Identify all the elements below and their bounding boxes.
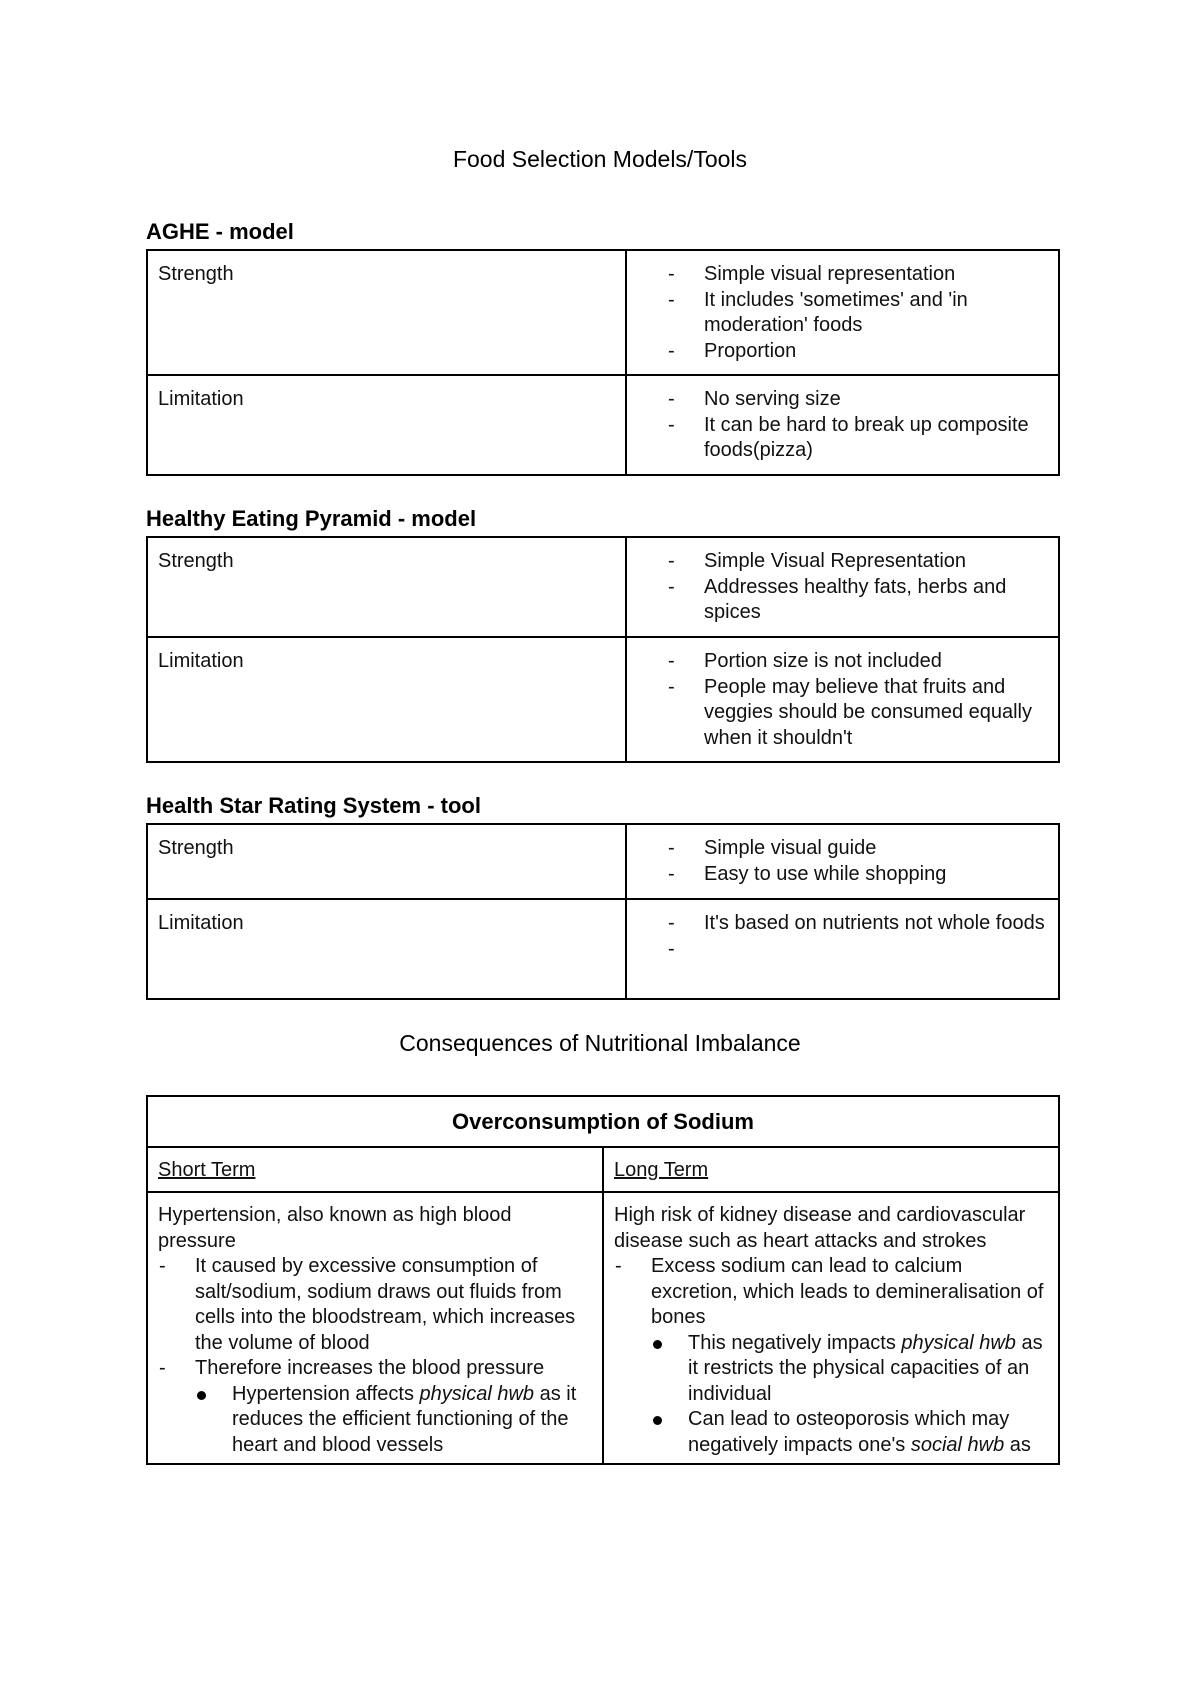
list-item: - Addresses healthy fats, herbs and spices <box>667 575 1048 626</box>
text-span: Hypertension affects <box>232 1382 420 1405</box>
sodium-header: Overconsumption of Sodium <box>147 1096 1059 1147</box>
list-item: - Easy to use while shopping <box>667 862 1048 888</box>
limitation-list-cell <box>626 899 1059 999</box>
emphasis-text: physical hwb <box>901 1331 1016 1354</box>
strength-list-cell <box>626 250 1059 375</box>
limitation-row <box>147 375 1059 475</box>
long-term-points <box>614 1254 1048 1458</box>
strength-label: Strength <box>147 824 626 899</box>
pyramid-table <box>146 536 1060 763</box>
short-term-points <box>158 1254 592 1458</box>
limitation-label: Limitation <box>147 637 626 762</box>
aghe-table <box>146 249 1060 476</box>
strength-row <box>147 537 1059 637</box>
sodium-header-row <box>147 1096 1059 1147</box>
list-item: - It caused by excessive consumption of salt/sodium, sodium draws out fluids from cells into the bloodstream, which increases the volume of blood <box>158 1254 592 1356</box>
list-item-text: Therefore increases the blood pressure <box>195 1357 545 1379</box>
section-title-pyramid: Healthy Eating Pyramid - model <box>146 506 477 531</box>
strength-list <box>667 549 1048 626</box>
list-item: - Simple Visual Representation <box>667 549 1048 575</box>
section-title-health-star: Health Star Rating System - tool <box>146 793 481 818</box>
limitation-list <box>667 649 1048 751</box>
long-term-intro: High risk of kidney disease and cardiovascular disease such as heart attacks and strokes <box>614 1204 1026 1252</box>
strength-row <box>147 250 1059 375</box>
long-term-cell <box>603 1147 1059 1193</box>
limitation-row <box>147 899 1059 999</box>
term-row <box>147 1147 1059 1193</box>
text-span: as it restricts the physical capacities of an individual <box>688 1331 1043 1405</box>
list-item <box>651 1331 1048 1408</box>
page-title: Food Selection Models/Tools <box>452 146 748 172</box>
list-item: - People may believe that fruits and veggies should be consumed equally when it shouldn't <box>667 675 1048 752</box>
text-span: This negatively impacts <box>688 1331 902 1354</box>
limitation-label: Limitation <box>147 375 626 475</box>
list-item <box>667 937 1048 962</box>
strength-list-cell <box>626 537 1059 637</box>
list-item: - Proportion <box>667 339 1048 365</box>
list-item: - No serving size <box>667 387 1048 413</box>
strength-row <box>147 824 1059 899</box>
text-span: Can lead to osteoporosis which may negatively impacts one's <box>688 1408 1010 1456</box>
section-heading-consequences: Consequences of Nutritional Imbalance <box>399 1030 801 1056</box>
limitation-list-cell <box>626 375 1059 475</box>
text-span: as <box>1004 1433 1031 1456</box>
short-term-subpoints <box>195 1382 592 1459</box>
limitation-list <box>667 911 1048 962</box>
long-term-content <box>603 1192 1059 1464</box>
list-item: - Simple visual representation <box>667 262 1048 288</box>
strength-label: Strength <box>147 537 626 637</box>
list-item: - Simple visual guide <box>667 836 1048 862</box>
health-star-table <box>146 823 1060 1000</box>
list-item: - It's based on nutrients not whole foods <box>667 911 1048 937</box>
section-title-aghe: AGHE - model <box>146 219 294 244</box>
list-item <box>614 1254 1048 1458</box>
list-item: - Portion size is not included <box>667 649 1048 675</box>
list-item: - It can be hard to break up composite foods(pizza) <box>667 413 1048 464</box>
list-item <box>195 1382 592 1459</box>
short-term-intro: Hypertension, also known as high blood pressure <box>158 1204 512 1252</box>
limitation-label: Limitation <box>147 899 626 999</box>
strength-list <box>667 836 1048 887</box>
short-term-cell <box>147 1147 603 1193</box>
long-term-subpoints <box>651 1331 1048 1459</box>
emphasis-text: physical hwb <box>419 1382 535 1405</box>
content-row <box>147 1192 1059 1464</box>
limitation-row <box>147 637 1059 762</box>
strength-label: Strength <box>147 250 626 375</box>
emphasis-text: social hwb <box>910 1433 1005 1456</box>
limitation-list <box>667 387 1048 464</box>
text-span: as it reduces the efficient functioning of the heart and blood vessels <box>232 1382 577 1456</box>
list-item: - It includes 'sometimes' and 'in moderation' foods <box>667 288 1048 339</box>
list-item-text: Excess sodium can lead to calcium excretion, which leads to demineralisation of bones <box>651 1255 1044 1328</box>
sodium-table <box>146 1095 1060 1465</box>
long-term-label: Long Term <box>614 1158 709 1181</box>
strength-list <box>667 262 1048 364</box>
list-item <box>651 1407 1048 1458</box>
limitation-list-cell <box>626 637 1059 762</box>
short-term-label: Short Term <box>158 1158 256 1181</box>
short-term-content <box>147 1192 603 1464</box>
strength-list-cell <box>626 824 1059 899</box>
list-item <box>158 1356 592 1458</box>
